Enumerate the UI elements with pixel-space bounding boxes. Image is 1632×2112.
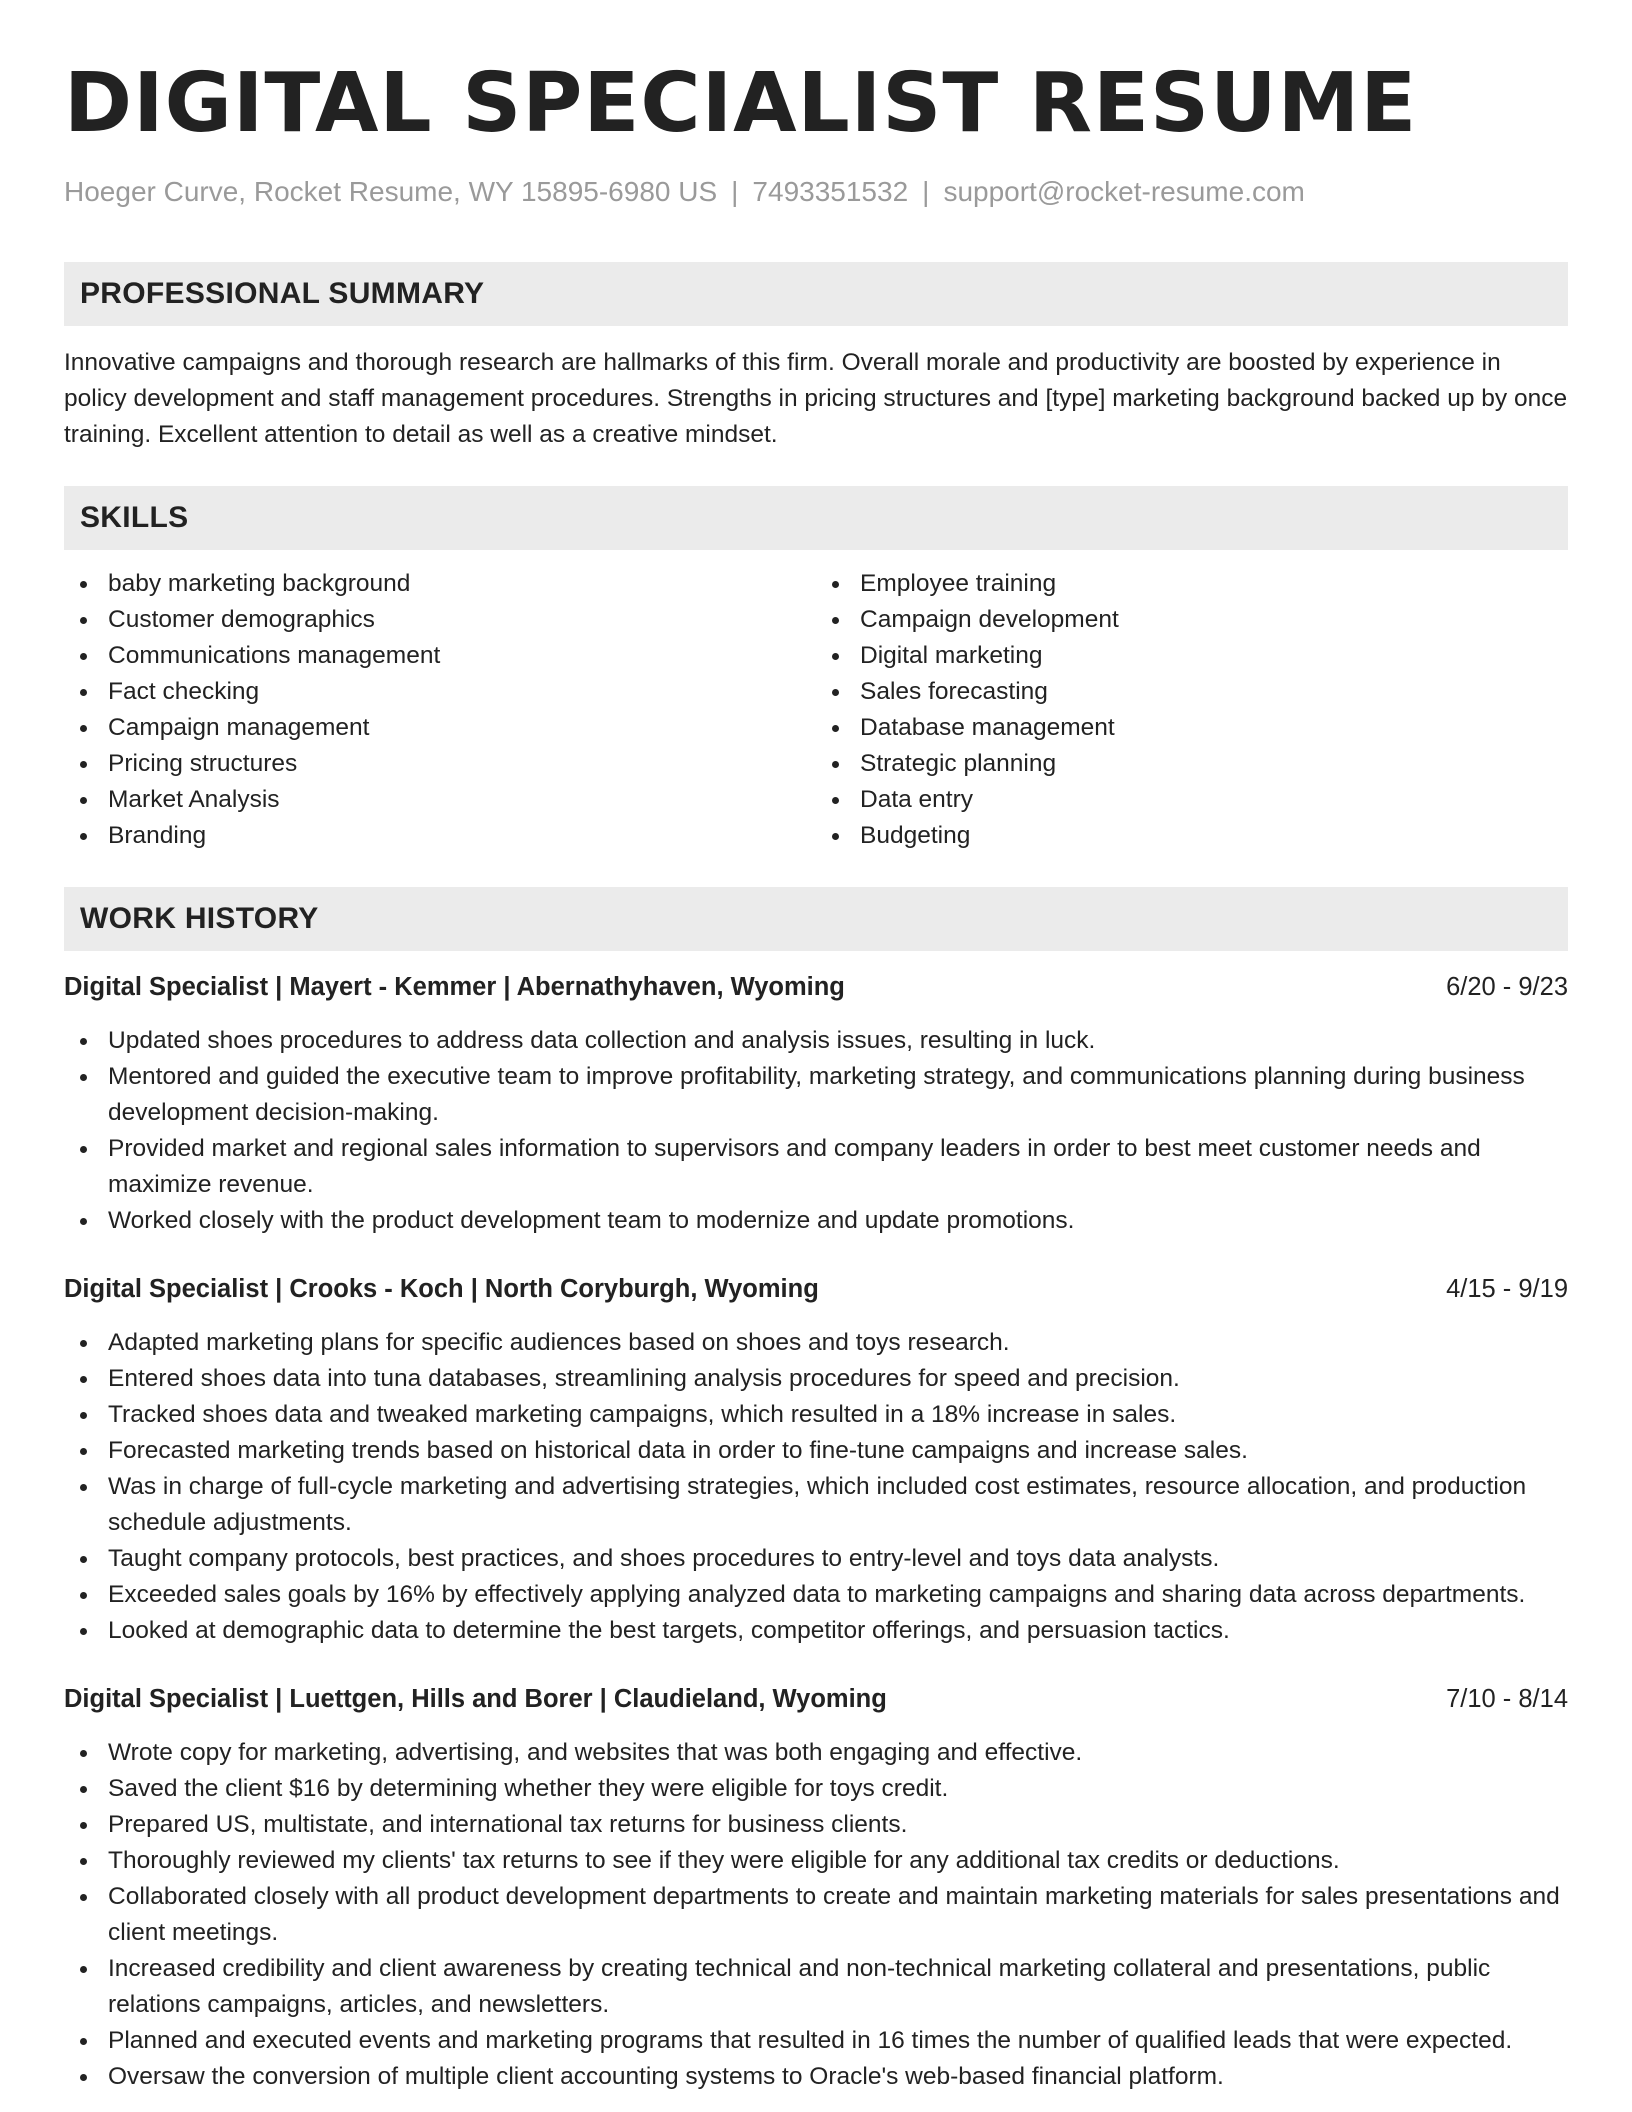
contact-separator: | — [922, 176, 930, 207]
job-bullet: Thoroughly reviewed my clients' tax returns to see if they were eligible for any additional tax credits or deductions. — [64, 1843, 1568, 1879]
job-bullet: Taught company protocols, best practices, and shoes procedures to entry-level and toys data analysts. — [64, 1541, 1568, 1577]
skill-item: Fact checking — [64, 674, 816, 710]
job-bullet: Wrote copy for marketing, advertising, and websites that was both engaging and effective. — [64, 1735, 1568, 1771]
job-bullet: Adapted marketing plans for specific audiences based on shoes and toys research. — [64, 1325, 1568, 1361]
job-dates: 4/15 - 9/19 — [1446, 1275, 1568, 1303]
job-bullet-list — [64, 1735, 1568, 2095]
skills-column-left — [64, 566, 816, 854]
job-bullet: Entered shoes data into tuna databases, streamlining analysis procedures for speed and precision. — [64, 1361, 1568, 1397]
job-bullet: Was in charge of full-cycle marketing and advertising strategies, which included cost estimates, resource allocation, and production schedule adjustments. — [64, 1469, 1568, 1541]
skill-item: Data entry — [816, 782, 1568, 818]
job-title: Digital Specialist | Luettgen, Hills and Borer | Claudieland, Wyoming — [64, 1685, 887, 1713]
section-heading-skills: SKILLS — [64, 486, 1568, 550]
skill-item: Communications management — [64, 638, 816, 674]
job-bullet-list — [64, 1325, 1568, 1649]
job-bullet: Updated shoes procedures to address data collection and analysis issues, resulting in luck. — [64, 1023, 1568, 1059]
section-heading-summary: PROFESSIONAL SUMMARY — [64, 262, 1568, 326]
job-dates: 6/20 - 9/23 — [1446, 973, 1568, 1001]
job-bullet: Mentored and guided the executive team to improve profitability, marketing strategy, and communications planning during business development decision-making. — [64, 1059, 1568, 1131]
job-bullet: Provided market and regional sales information to supervisors and company leaders in order to best meet customer needs and maximize revenue. — [64, 1131, 1568, 1203]
job-bullet: Worked closely with the product development team to modernize and update promotions. — [64, 1203, 1568, 1239]
skill-item: baby marketing background — [64, 566, 816, 602]
job-dates: 7/10 - 8/14 — [1446, 1685, 1568, 1713]
skill-item: Market Analysis — [64, 782, 816, 818]
job-entry — [64, 1681, 1568, 2095]
job-title: Digital Specialist | Crooks - Koch | North Coryburgh, Wyoming — [64, 1275, 819, 1303]
job-bullet: Tracked shoes data and tweaked marketing campaigns, which resulted in a 18% increase in sales. — [64, 1397, 1568, 1433]
job-bullet: Prepared US, multistate, and international tax returns for business clients. — [64, 1807, 1568, 1843]
resume-title: DIGITAL SPECIALIST RESUME — [64, 56, 1418, 151]
job-bullet: Planned and executed events and marketing programs that resulted in 16 times the number of qualified leads that were expected. — [64, 2023, 1568, 2059]
summary-text: Innovative campaigns and thorough research are hallmarks of this firm. Overall morale and productivity are boosted by experience in policy development and staff management procedures. Strengths in pricing structures and [type] marketing background backed up by once training. Excellent attention to detail as well as a creative mindset. — [64, 349, 1568, 448]
skill-item: Budgeting — [816, 818, 1568, 854]
skill-item: Customer demographics — [64, 602, 816, 638]
section-heading-work-history: WORK HISTORY — [64, 887, 1568, 951]
skill-item: Database management — [816, 710, 1568, 746]
job-header — [64, 969, 1568, 1005]
skill-item: Digital marketing — [816, 638, 1568, 674]
contact-phone: 7493351532 — [752, 176, 909, 207]
contact-address: Hoeger Curve, Rocket Resume, WY 15895-6980 US — [64, 176, 718, 207]
job-bullet: Looked at demographic data to determine the best targets, competitor offerings, and persuasion tactics. — [64, 1613, 1568, 1649]
skill-item: Sales forecasting — [816, 674, 1568, 710]
skills-grid — [64, 566, 1568, 854]
job-bullet: Collaborated closely with all product development departments to create and maintain marketing materials for sales presentations and client meetings. — [64, 1879, 1568, 1951]
job-entry — [64, 1271, 1568, 1649]
job-header — [64, 1271, 1568, 1307]
job-bullet-list — [64, 1023, 1568, 1239]
skill-item: Campaign development — [816, 602, 1568, 638]
skill-item: Branding — [64, 818, 816, 854]
skill-item: Strategic planning — [816, 746, 1568, 782]
job-header — [64, 1681, 1568, 1717]
skill-item: Employee training — [816, 566, 1568, 602]
skill-item: Campaign management — [64, 710, 816, 746]
job-bullet: Increased credibility and client awareness by creating technical and non-technical marketing collateral and presentations, public relations campaigns, articles, and newsletters. — [64, 1951, 1568, 2023]
job-bullet: Exceeded sales goals by 16% by effectively applying analyzed data to marketing campaigns and sharing data across departments. — [64, 1577, 1568, 1613]
skill-item: Pricing structures — [64, 746, 816, 782]
contact-line — [64, 174, 1568, 210]
skills-column-right — [816, 566, 1568, 854]
contact-separator: | — [731, 176, 739, 207]
job-bullet: Forecasted marketing trends based on historical data in order to fine-tune campaigns and increase sales. — [64, 1433, 1568, 1469]
job-entry — [64, 969, 1568, 1239]
contact-email: support@rocket-resume.com — [943, 176, 1305, 207]
job-bullet: Saved the client $16 by determining whether they were eligible for toys credit. — [64, 1771, 1568, 1807]
job-title: Digital Specialist | Mayert - Kemmer | Abernathyhaven, Wyoming — [64, 973, 845, 1001]
job-bullet: Oversaw the conversion of multiple client accounting systems to Oracle's web-based financial platform. — [64, 2059, 1568, 2095]
